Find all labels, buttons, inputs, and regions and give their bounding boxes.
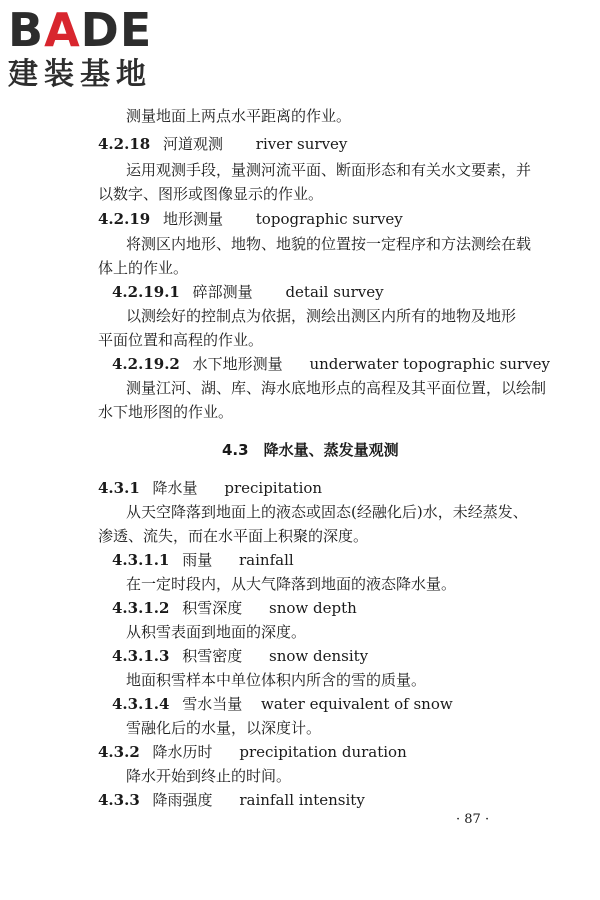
term-number: 4.2.18: [98, 135, 151, 153]
page-number: · 87 ·: [456, 812, 490, 827]
term-number: 4.3.1: [98, 479, 140, 497]
body-text: 从积雪表面到地面的深度。: [126, 623, 307, 641]
body-text: 体上的作业。: [98, 259, 189, 277]
body-text: 平面位置和高程的作业。: [98, 331, 264, 349]
logo-letter-a: A: [44, 3, 81, 57]
body-text: 水下地形图的作业。: [98, 403, 234, 421]
term-english: snow depth: [269, 599, 357, 617]
body-text: 地面积雪样本中单位体积内所含的雪的质量。: [126, 671, 427, 689]
body-text: 以数字、图形或图像显示的作业。: [98, 185, 324, 203]
term-english: topographic survey: [255, 210, 403, 228]
term-english: detail survey: [285, 283, 384, 301]
body-text: 雪融化后的水量，以深度计。: [126, 719, 322, 737]
term-english: snow density: [269, 647, 369, 665]
term-heading: [98, 209, 403, 229]
term-english: water equivalent of snow: [261, 695, 453, 713]
body-text: 测量地面上两点水平距离的作业。: [126, 107, 352, 125]
body-text: 降水开始到终止的时间。: [126, 767, 292, 785]
term-english: rainfall intensity: [239, 791, 365, 809]
term-chinese: 积雪密度: [182, 647, 243, 665]
term-number: 4.2.19.1: [112, 283, 180, 301]
body-text: 在一定时段内，从大气降落到地面的液态降水量。: [126, 575, 457, 593]
term-number: 4.3.1.2: [112, 599, 170, 617]
term-english: precipitation: [224, 479, 323, 497]
term-chinese: 地形测量: [162, 210, 223, 228]
term-heading: [112, 646, 368, 666]
logo-letters-de: DE: [80, 3, 153, 57]
body-text: 渗透、流失，而在水平面上积聚的深度。: [98, 527, 369, 545]
term-heading: [112, 354, 550, 374]
body-text: 运用观测手段，量测河流平面、断面形态和有关水文要素，并: [126, 161, 532, 179]
body-text: 测量江河、湖、库、海水底地形点的高程及其平面位置，以绘制: [126, 379, 547, 397]
term-number: 4.3.3: [98, 791, 140, 809]
term-chinese: 水下地形测量: [192, 355, 283, 373]
term-chinese: 积雪深度: [182, 599, 243, 617]
term-heading: [98, 134, 347, 154]
term-english: precipitation duration: [239, 743, 407, 761]
body-text: 以测绘好的控制点为依据，测绘出测区内所有的地物及地形: [126, 307, 517, 325]
logo-letter-b: B: [8, 3, 45, 57]
term-number: 4.3.1.1: [112, 551, 170, 569]
term-number: 4.3.1.4: [112, 695, 170, 713]
term-number: 4.2.19: [98, 210, 151, 228]
term-chinese: 雪水当量: [182, 695, 243, 713]
term-chinese: 河道观测: [162, 135, 223, 153]
term-heading: [112, 694, 453, 714]
term-chinese: 降雨强度: [152, 791, 213, 809]
term-chinese: 降水历时: [152, 743, 213, 761]
term-english: river survey: [255, 135, 348, 153]
logo-brand: [8, 3, 178, 57]
term-number: 4.3.1.3: [112, 647, 170, 665]
term-heading: [98, 790, 365, 810]
term-heading: [98, 742, 407, 762]
bade-logo: [8, 3, 178, 98]
body-text: 将测区内地形、地物、地貌的位置按一定程序和方法测绘在载: [126, 235, 532, 253]
term-heading: [98, 478, 322, 498]
term-number: 4.2.19.2: [112, 355, 180, 373]
body-text: 从天空降落到地面上的液态或固态(经融化后)水，未经蒸发、: [126, 503, 528, 521]
term-number: 4.3.2: [98, 743, 140, 761]
logo-subtitle: 建装基地: [8, 57, 152, 92]
term-chinese: 碎部测量: [192, 283, 253, 301]
term-heading: [112, 550, 294, 570]
term-english: rainfall: [239, 551, 294, 569]
term-heading: [112, 282, 384, 302]
term-chinese: 雨量: [182, 551, 213, 569]
section-title: 4.3 降水量、蒸发量观测: [222, 441, 399, 459]
term-english: underwater topographic survey: [309, 355, 551, 373]
term-chinese: 降水量: [152, 479, 198, 497]
term-heading: [112, 598, 357, 618]
